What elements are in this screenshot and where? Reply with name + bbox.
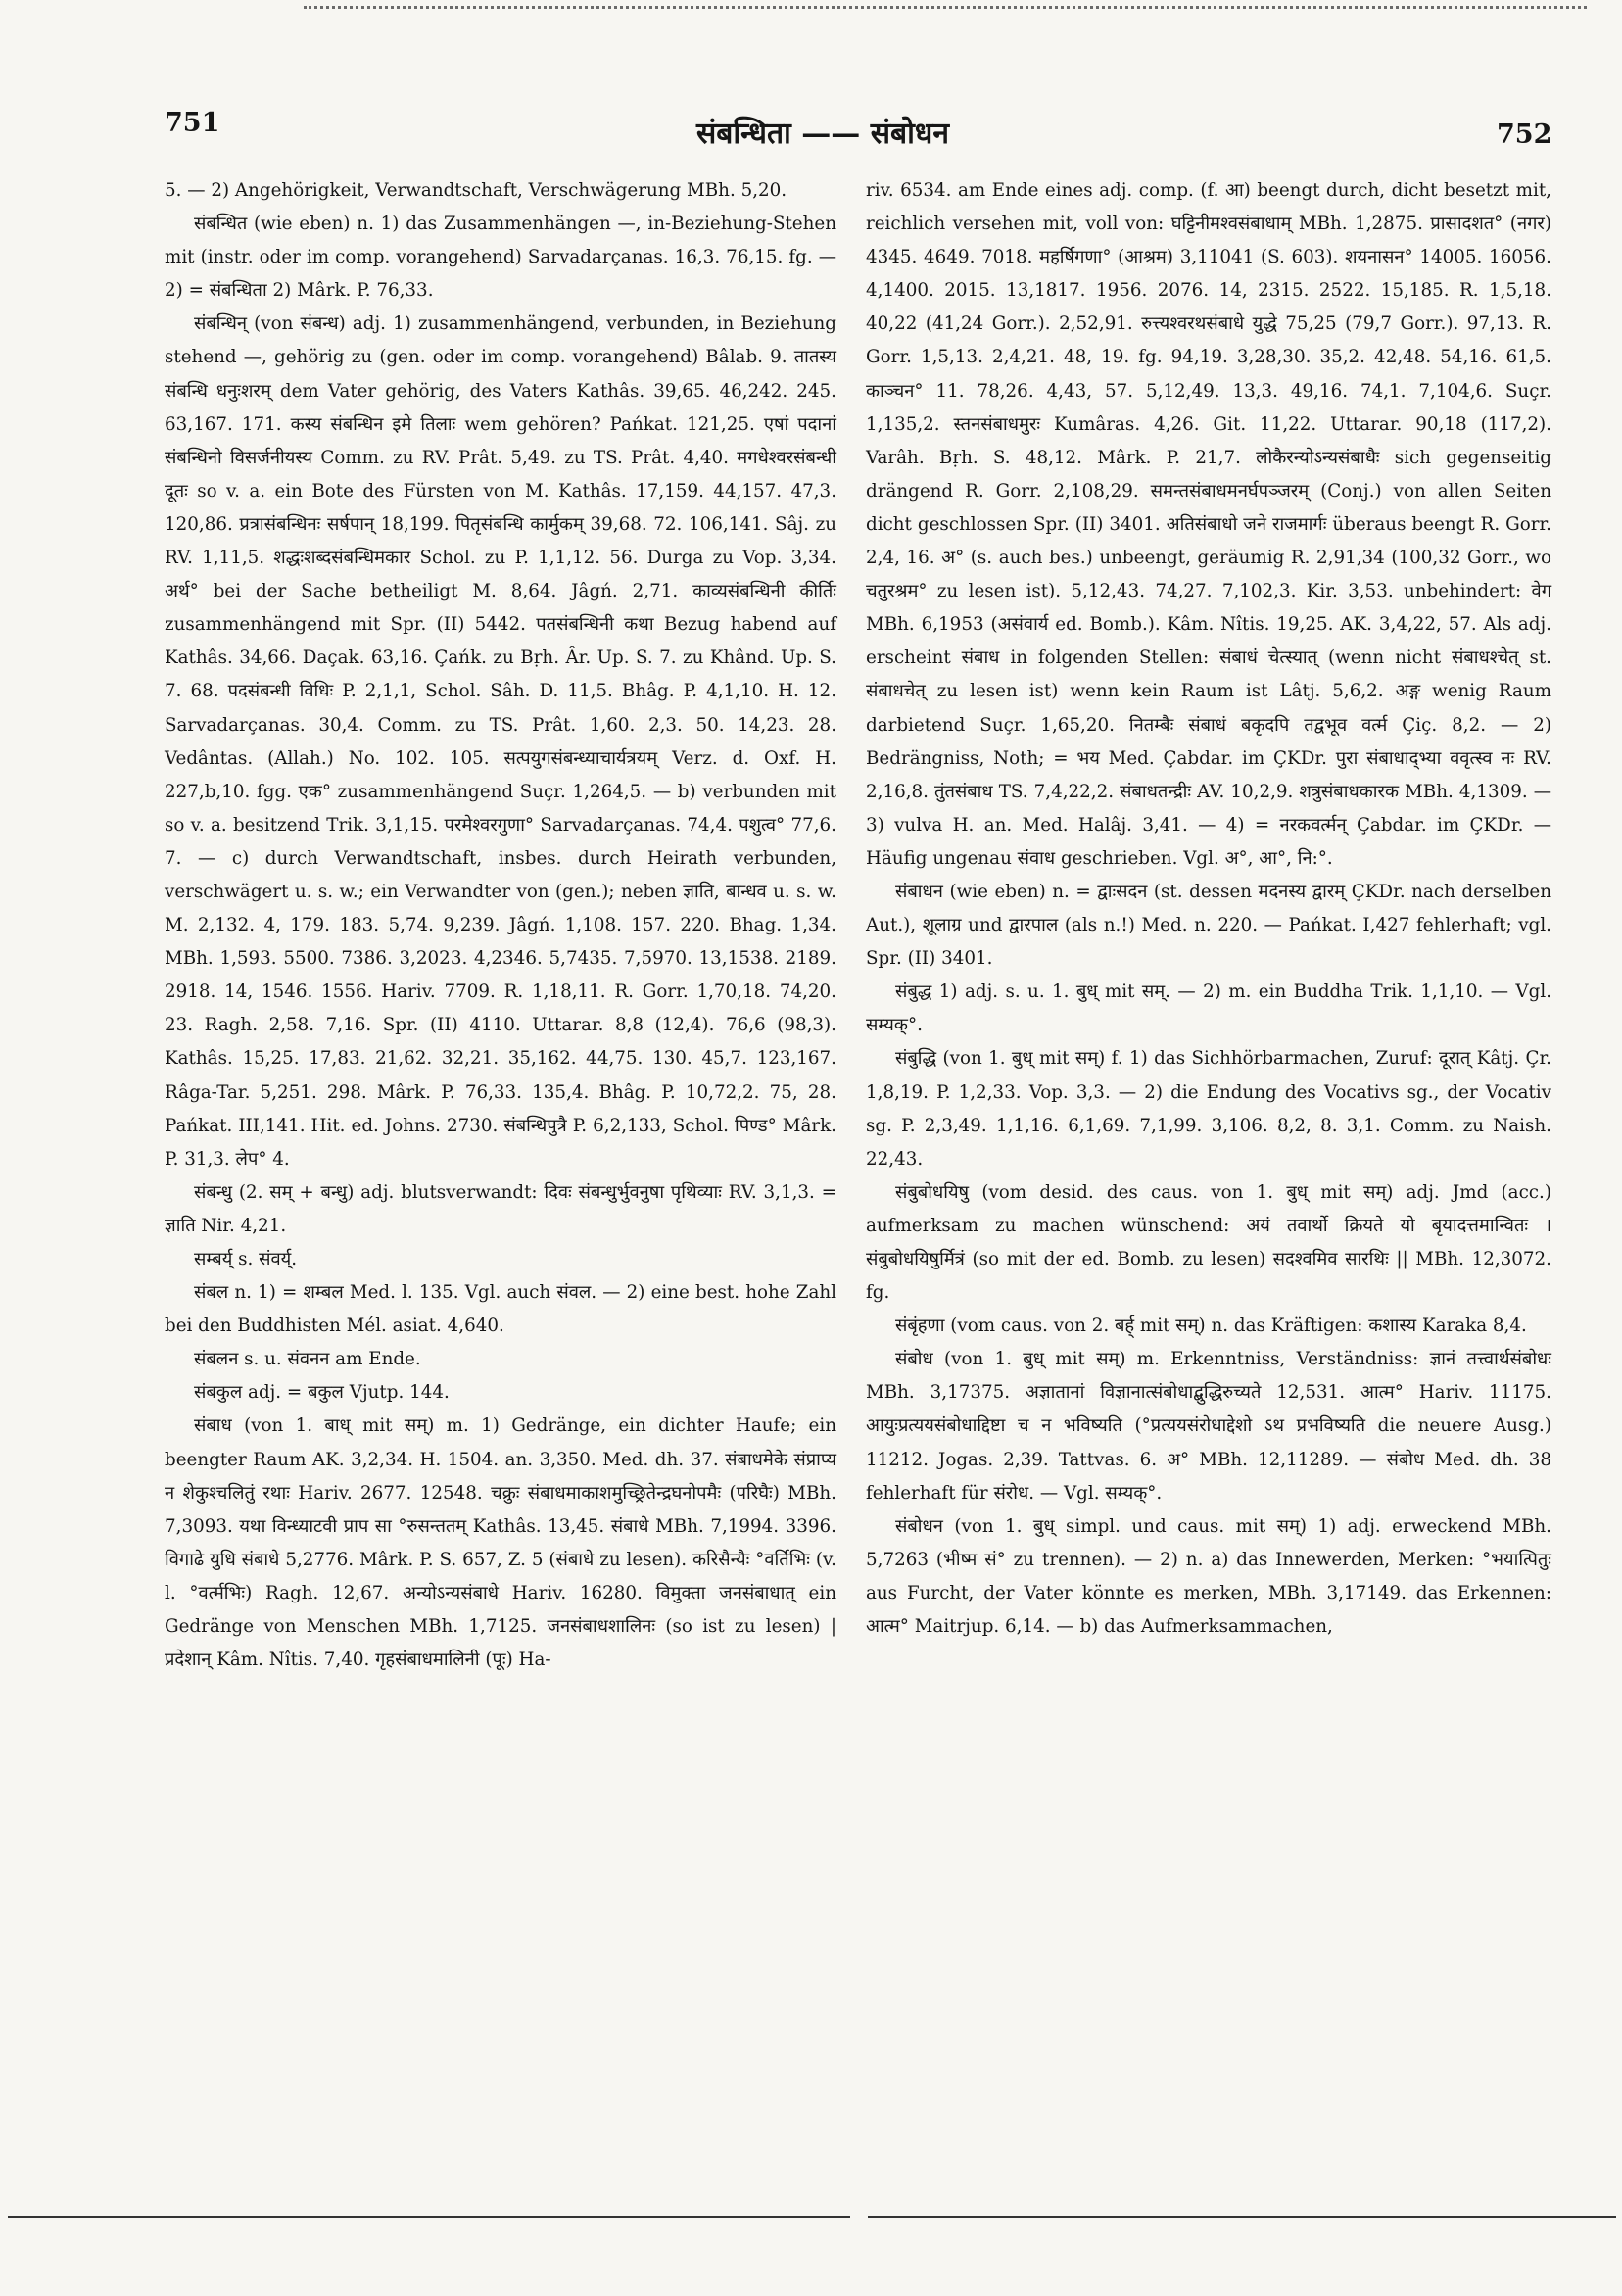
- entry-paragraph: संबकुल adj. = बकुल Vjutp. 144.: [194, 1382, 450, 1404]
- entry-paragraph: संबल n. 1) = शम्बल Med. l. 135. Vgl. auch संवल. — 2) eine best. hohe Zahl bei den Buddhisten Mél. asiat. 4,640.: [165, 1282, 836, 1337]
- entry-paragraph: संबन्धिन् (von संबन्ध) adj. 1) zusammenhängend, verbunden, in Beziehung stehend —, gehörig zu (gen. oder im comp. vorangehend) Bâlab. 9. तातस्य संबन्धि धनुःशरम् dem Vater gehörig, des Vaters Kathâs. 39,65. 46,242. 245. 63,167. 171. कस्य संबन्धिन इमे तिलाः wem gehören? Pańkat. 121,25. एषां पदानां संबन्धिनो विसर्जनीयस्य Comm. zu RV. Prât. 5,49. zu TS. Prât. 4,40. मगधेश्वरसंबन्धी दूतः so v. a. ein Bote des Fürsten von M. Kathâs. 17,159. 44,157. 47,3. 120,86. प्रत्रासंबन्धिनः सर्षपान् 18,199. पितृसंबन्धि कार्मुकम् 39,68. 72. 106,141. Sâj. zu RV. 1,11,5. शद्धःशब्दसंबन्धिमकार Schol. zu P. 1,1,12. 56. Durga zu Vop. 3,34. अर्थ° bei der Sache betheiligt M. 8,64. Jâgń. 2,71. काव्यसंबन्धिनी कीर्तिः zusammenhängend mit Spr. (II) 5442. पतसंबन्धिनी कथा Bezug habend auf Kathâs. 34,66. Daçak. 63,16. Çańk. zu Bṛh. Âr. Up. S. 7. zu Khând. Up. S. 7. 68. पदसंबन्धी विधिः P. 2,1,1, Schol. Sâh. D. 11,5. Bhâg. P. 4,1,10. H. 12. Sarvadarçanas. 30,4. Comm. zu TS. Prât. 1,60. 2,3. 50. 14,23. 28. Vedântas. (Allah.) No. 102. 105. सत्पयुगसंबन्ध्याचार्यत्रयम् Verz. d. Oxf. H. 227,b,10. fgg. एक° zusammenhängend Suçr. 1,264,5. — b) verbunden mit so v. a. besitzend Trik. 3,1,15. परमेश्वरगुणा° Sarvadarçanas. 74,4. पशुत्व° 77,6. 7. — c) durch Verwandtschaft, insbes. durch Heirath verbunden, verschwägert u. s. w.; ein Verwandter von (gen.); neben ज्ञाति, बान्धव u. s. w. M. 2,132. 4, 179. 183. 5,74. 9,239. Jâgń. 1,108. 157. 220. Bhag. 1,34. MBh. 1,593. 5500. 7386. 3,2023. 4,2346. 5,7435. 7,5970. 13,1538. 2189. 2918. 14, 1546. 1556. Hariv. 7709. R. 1,18,11. R. Gorr. 1,70,18. 74,20. 23. Ragh. 2,58. 7,16. Spr. (II) 4110. Uttarar. 8,8 (12,4). 76,6 (98,3). Kathâs. 15,25. 17,83. 21,62. 32,21. 35,162. 44,75. 130. 45,7. 123,167. Râga-Tar. 5,251. 298. Mârk. P. 76,33. 135,4. Bhâg. P. 10,72,2. 75, 28. Pańkat. III,141. Hit. ed. Johns. 2730. संबन्धिपुत्रै P. 6,2,133, Schol. पिण्ड° Mârk. P. 31,3. लेप° 4.: [165, 313, 836, 1170]
- entry-paragraph: संबाध (von 1. बाध् mit सम्) m. 1) Gedränge, ein dichter Haufe; ein beengter Raum AK. 3,2,34. H. 1504. an. 3,350. Med. dh. 37. संबाधमेके संप्राप्य न शेकुश्चलितुं रथाः Hariv. 2677. 12548. चक्रुः संबाधमाकाशमुच्छ्रितेन्द्रघनोपमैः (परिघैः) MBh. 7,3093. यथा विन्ध्याटवी प्राप सा °रुसन्ततम् Kathâs. 13,45. संबाधे MBh. 7,1994. 3396. विगाढे युधि संबाधे 5,2776. Mârk. P. S. 657, Z. 5 (संबाधे zu lesen). करिसैन्यैः °वर्तिभिः (v. l. °वर्त्मभिः) Ragh. 12,67. अन्योऽन्यसंबाधे Hariv. 16280. विमुक्ता जनसंबाधात् ein Gedränge von Menschen MBh. 1,7125. जनसंबाधशालिनः (so ist zu lesen) | प्रदेशान् Kâm. Nîtis. 7,40. गृहसंबाधमालिनी (पूः) Ha-: [165, 1415, 836, 1671]
- entry-paragraph: सम्बर्य् s. संवर्य्.: [194, 1249, 298, 1269]
- entry-paragraph: संबृंहणा (vom caus. von 2. बर्ह् mit सम्) n. das Kräftigen: कशास्य Karaka 8,4.: [895, 1315, 1527, 1337]
- right-column: [866, 174, 1551, 1644]
- left-column: [165, 174, 836, 1677]
- top-edge-line: [304, 6, 1587, 9]
- entry-paragraph: संबलन s. u. संवनन am Ende.: [194, 1349, 421, 1370]
- entry-paragraph: संबुद्धि (von 1. बुध् mit सम्) f. 1) das Sichhörbarmachen, Zuruf: दूरात् Kâtj. Çr. 1,8,19. P. 1,2,33. Vop. 3,3. — 2) die Endung des Vocativs sg., der Vocativ sg. P. 2,3,49. 1,1,16. 6,1,69. 7,1,99. 3,106. 8,2, 8. 3,1. Comm. zu Naish. 22,43.: [866, 1048, 1551, 1170]
- entry-paragraph: संबाधन (wie eben) n. = द्वाःसदन (st. dessen मदनस्य द्वारम् ÇKDr. nach derselben Aut.), शूलाग्र und द्वारपाल (als n.!) Med. n. 220. — Pańkat. I,427 fehlerhaft; vgl. Spr. (II) 3401.: [866, 881, 1551, 970]
- bottom-rule-right: [868, 2216, 1616, 2218]
- running-head: संबन्धिता —— संबोधन: [696, 117, 949, 151]
- entry-paragraph: संबुबोधयिषु (vom desid. des caus. von 1. बुध् mit सम्) adj. Jmd (acc.) aufmerksam zu machen wünschend: अयं तवार्थो क्रियते यो बृयादत्तमान्वितः । संबुबोधयिषुर्मित्रं (so mit der ed. Bomb. zu lesen) सदश्वमिव सारथिः || MBh. 12,3072. fg.: [866, 1181, 1551, 1304]
- entry-paragraph: संबोधन (von 1. बुध् simpl. und caus. mit सम्) 1) adj. erweckend MBh. 5,7263 (भीष्म सं° zu trennen). — 2) n. a) das Innewerden, Merken: °भयात्पितुः aus Furcht, der Vater könnte es merken, MBh. 3,17149. das Erkennen: आत्म° Maitrjup. 6,14. — b) das Aufmerksammachen,: [866, 1515, 1551, 1638]
- entry-paragraph: संबुद्ध 1) adj. s. u. 1. बुध् mit सम्. — 2) m. ein Buddha Trik. 1,1,10. — Vgl. सम्यक्°.: [866, 981, 1551, 1036]
- entry-paragraph: संबोध (von 1. बुध् mit सम्) m. Erkenntniss, Verständniss: ज्ञानं तत्त्वार्थसंबोधः MBh. 3,17375. अज्ञातानां विज्ञानात्संबोधाद्बुद्धिरुच्यते 12,531. आत्म° Hariv. 11175. आयुःप्रत्ययसंबोधाद्दिष्टा च न भविष्यति (°प्रत्ययसंरोधाद्देशो ऽथ प्रभविष्यति die neuere Ausg.) 11212. Jogas. 2,39. Tattvas. 6. अ° MBh. 12,11289. — संबोध Med. dh. 38 fehlerhaft für संरोध. — Vgl. सम्यक्°.: [866, 1349, 1551, 1504]
- bottom-rule-left: [8, 2216, 850, 2218]
- entry-paragraph: संबन्धित (wie eben) n. 1) das Zusammenhängen —, in-Beziehung-Stehen mit (instr. oder im comp. vorangehend) Sarvadarçanas. 16,3. 76,15. fg. — 2) = संबन्धिता 2) Mârk. P. 76,33.: [165, 214, 836, 302]
- page-number-right: 752: [1497, 120, 1552, 150]
- page-number-left: 751: [165, 108, 220, 138]
- entry-paragraph: संबन्धु (2. सम् + बन्धु) adj. blutsverwandt: दिवः संबन्धुर्भुवनुषा पृथिव्याः RV. 3,1,3. = ज्ञाति Nir. 4,21.: [165, 1181, 836, 1236]
- entry-paragraph: 5. — 2) Angehörigkeit, Verwandtschaft, Verschwägerung MBh. 5,20.: [165, 180, 787, 201]
- entry-paragraph: riv. 6534. am Ende eines adj. comp. (f. आ) beengt durch, dicht besetzt mit, reichlich versehen mit, voll von: घट्टिनीमश्वसंबाधाम् MBh. 1,2875. प्रासादशत° (नगर) 4345. 4649. 7018. महर्षिगणा° (आश्रम) 3,11041 (S. 603). शयनासन° 14005. 16056. 4,1400. 2015. 13,1817. 1956. 2076. 14, 2315. 2522. 15,185. R. 1,5,18. 40,22 (41,24 Gorr.). 2,52,91. रुत्त्यश्वरथसंबाधे युद्धे 75,25 (79,7 Gorr.). 97,13. R. Gorr. 1,5,13. 2,4,21. 48, 19. fg. 94,19. 3,28,30. 35,2. 42,48. 54,16. 61,5. काञ्चन° 11. 78,26. 4,43, 57. 5,12,49. 13,3. 49,16. 74,1. 7,104,6. Suçr. 1,135,2. स्तनसंबाधमुरः Kumâras. 4,26. Git. 11,22. Uttarar. 90,18 (117,2). Varâh. Bṛh. S. 48,12. Mârk. P. 21,7. लोकैरन्योऽन्यसंबाधैः sich gegenseitig drängend R. Gorr. 2,108,29. समन्तसंबाधमनर्घपञ्जरम् (Conj.) von allen Seiten dicht geschlossen Spr. (II) 3401. अतिसंबाधो जने राजमार्गः überaus beengt R. Gorr. 2,4, 16. अ° (s. auch bes.) unbeengt, geräumig R. 2,91,34 (100,32 Gorr., wo चतुरश्रम° zu lesen ist). 5,12,43. 74,27. 7,102,3. Kir. 3,53. unbehindert: वेग MBh. 6,1953 (असंवार्य ed. Bomb.). Kâm. Nîtis. 19,25. AK. 3,4,22, 57. Als adj. erscheint संबाध in folgenden Stellen: संबाधं चेत्स्यात् (wenn nicht संबाधश्चेत् st. संबाधचेत् zu lesen ist) wenn kein Raum ist Lâtj. 5,6,2. अङ्ग wenig Raum darbietend Suçr. 1,65,20. नितम्बैः संबाधं बकृदपि तद्वभूव वर्त्म Çiç. 8,2. — 2) Bedrängniss, Noth; = भय Med. Çabdar. im ÇKDr. पुरा संबाधाद्भ्या ववृत्स्व नः RV. 2,16,8. तुंतसंबाध TS. 7,4,22,2. संबाधतन्द्रीः AV. 10,2,9. शत्रुसंबाधकारक MBh. 4,1309. — 3) vulva H. an. Med. Halâj. 3,41. — 4) = नरकवर्त्मन् Çabdar. im ÇKDr. — Häufig ungenau संवाध geschrieben. Vgl. अ°, आ°, नि:°.: [866, 180, 1551, 869]
